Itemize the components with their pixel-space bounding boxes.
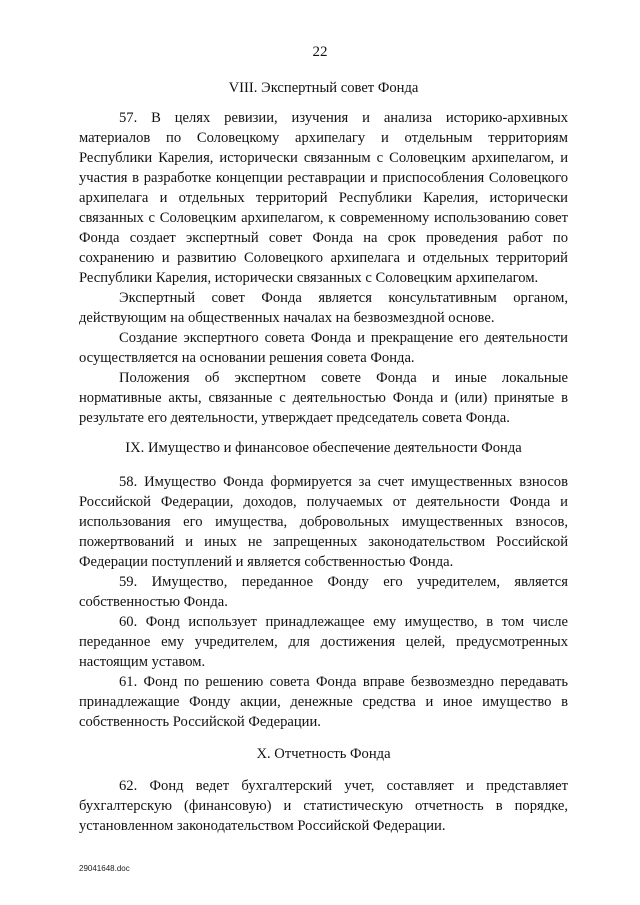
section-heading-viii: VIII. Экспертный совет Фонда <box>228 80 419 96</box>
paragraph-expert-council-regulations: Положения об экспертном совете Фонда и иные локальные нормативные акты, связанные с деятельностью Фонда и (или) принятые в результате его деятельности, утверждает председатель совета Фонда. <box>79 370 568 426</box>
paragraph-62: 62. Фонд ведет бухгалтерский учет, составляет и представляет бухгалтерскую (финансовую) и статистическую отчетность в порядке, установленном законодательством Российской Федерации. <box>79 778 568 834</box>
paragraph-expert-council-creation: Создание экспертного совета Фонда и прекращение его деятельности осуществляется на основании решения совета Фонда. <box>79 330 568 366</box>
paragraph-60: 60. Фонд использует принадлежащее ему имущество, в том числе переданное ему учредителем, для достижения целей, предусмотренных настоящим уставом. <box>79 614 568 670</box>
page-number: 22 <box>312 44 328 60</box>
paragraph-59: 59. Имущество, переданное Фонду его учредителем, является собственностью Фонда. <box>79 574 568 610</box>
document-body <box>79 78 568 836</box>
paragraph-61: 61. Фонд по решению совета Фонда вправе безвозмездно передавать принадлежащие Фонду акции, денежные средства и иное имущество в собственность Российской Федерации. <box>79 674 568 730</box>
document-file-code: 29041648.doc <box>79 864 130 873</box>
paragraph-57: 57. В целях ревизии, изучения и анализа историко-архивных материалов по Соловецкому архипелагу и отдельным территориям Республики Карелия, исторически связанным с Соловецким архипелагом, и участия в разработке концепции реставрации и приспособления Соловецкого архипелага и отдельных территорий Республики Карелия, исторически связанных с Соловецким архипелагом, к современному использованию совет Фонда создает экспертный совет Фонда на срок проведения работ по сохранению и развитию Соловецкого архипелага и отдельных территорий Республики Карелия, исторически связанных с Соловецким архипелагом. <box>79 110 568 286</box>
paragraph-expert-council-status: Экспертный совет Фонда является консультативным органом, действующим на общественных началах на безвозмездной основе. <box>79 290 568 326</box>
section-heading-ix: IX. Имущество и финансовое обеспечение деятельности Фонда <box>125 440 522 456</box>
section-heading-x: X. Отчетность Фонда <box>256 746 391 762</box>
paragraph-58: 58. Имущество Фонда формируется за счет имущественных взносов Российской Федерации, доходов, получаемых от деятельности Фонда и использования его имущества, добровольных имущественных взносов, пожертвований и иных не запрещенных законодательством Российской Федерации поступлений и является собственностью Фонда. <box>79 474 568 570</box>
